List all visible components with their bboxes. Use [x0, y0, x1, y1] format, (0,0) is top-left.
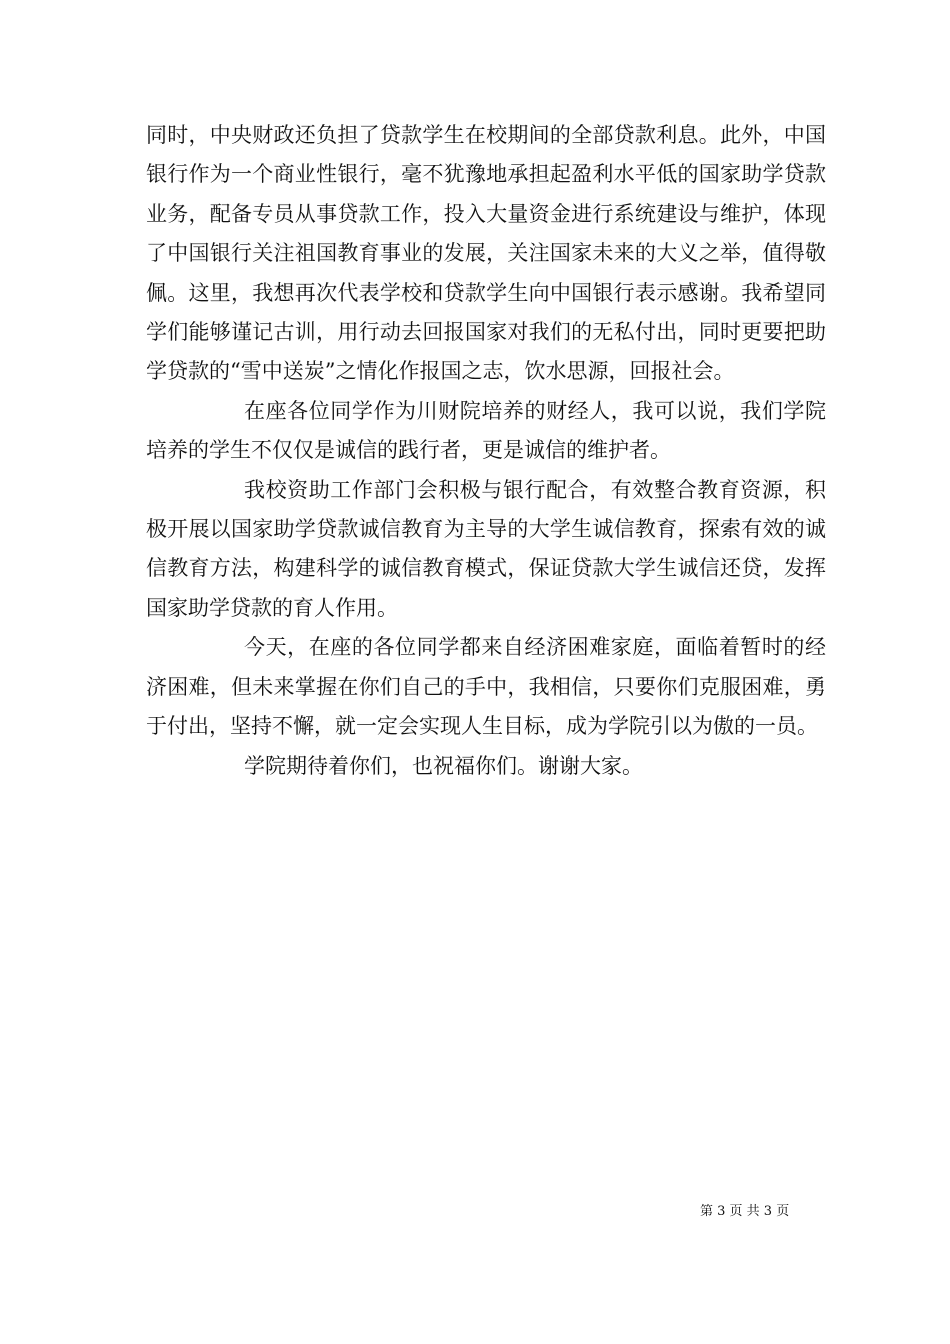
page-number-footer: 第 3 页 共 3 页 [700, 1204, 790, 1219]
paragraph-4: 今天，在座的各位同学都来自经济困难家庭，面临着暂时的经济困难，但未来掌握在你们自己的手中，我相信，只要你们克服困难，勇于付出，坚持不懈，就一定会实现人生目标，成为学院引以为傲的一员。 [146, 635, 826, 739]
document-body [146, 116, 826, 786]
paragraph-1: 同时，中央财政还负担了贷款学生在校期间的全部贷款利息。此外，中国银行作为一个商业性银行，毫不犹豫地承担起盈利水平低的国家助学贷款业务，配备专员从事贷款工作，投入大量资金进行系统建设与维护，体现了中国银行关注祖国教育事业的发展，关注国家未来的大义之举，值得敬佩。这里，我想再次代表学校和贷款学生向中国银行表示感谢。我希望同学们能够谨记古训，用行动去回报国家对我们的无私付出，同时更要把助学贷款的“雪中送炭”之情化作报国之志，饮水思源，回报社会。 [146, 123, 826, 384]
paragraph-3: 我校资助工作部门会积极与银行配合，有效整合教育资源，积极开展以国家助学贷款诚信教育为主导的大学生诚信教育，探索有效的诚信教育方法，构建科学的诚信教育模式，保证贷款大学生诚信还贷，发挥国家助学贷款的育人作用。 [146, 477, 826, 620]
paragraph-5: 学院期待着你们，也祝福你们。谢谢大家。 [244, 753, 643, 778]
paragraph-2: 在座各位同学作为川财院培养的财经人，我可以说，我们学院培养的学生不仅仅是诚信的践行者，更是诚信的维护者。 [146, 398, 826, 463]
